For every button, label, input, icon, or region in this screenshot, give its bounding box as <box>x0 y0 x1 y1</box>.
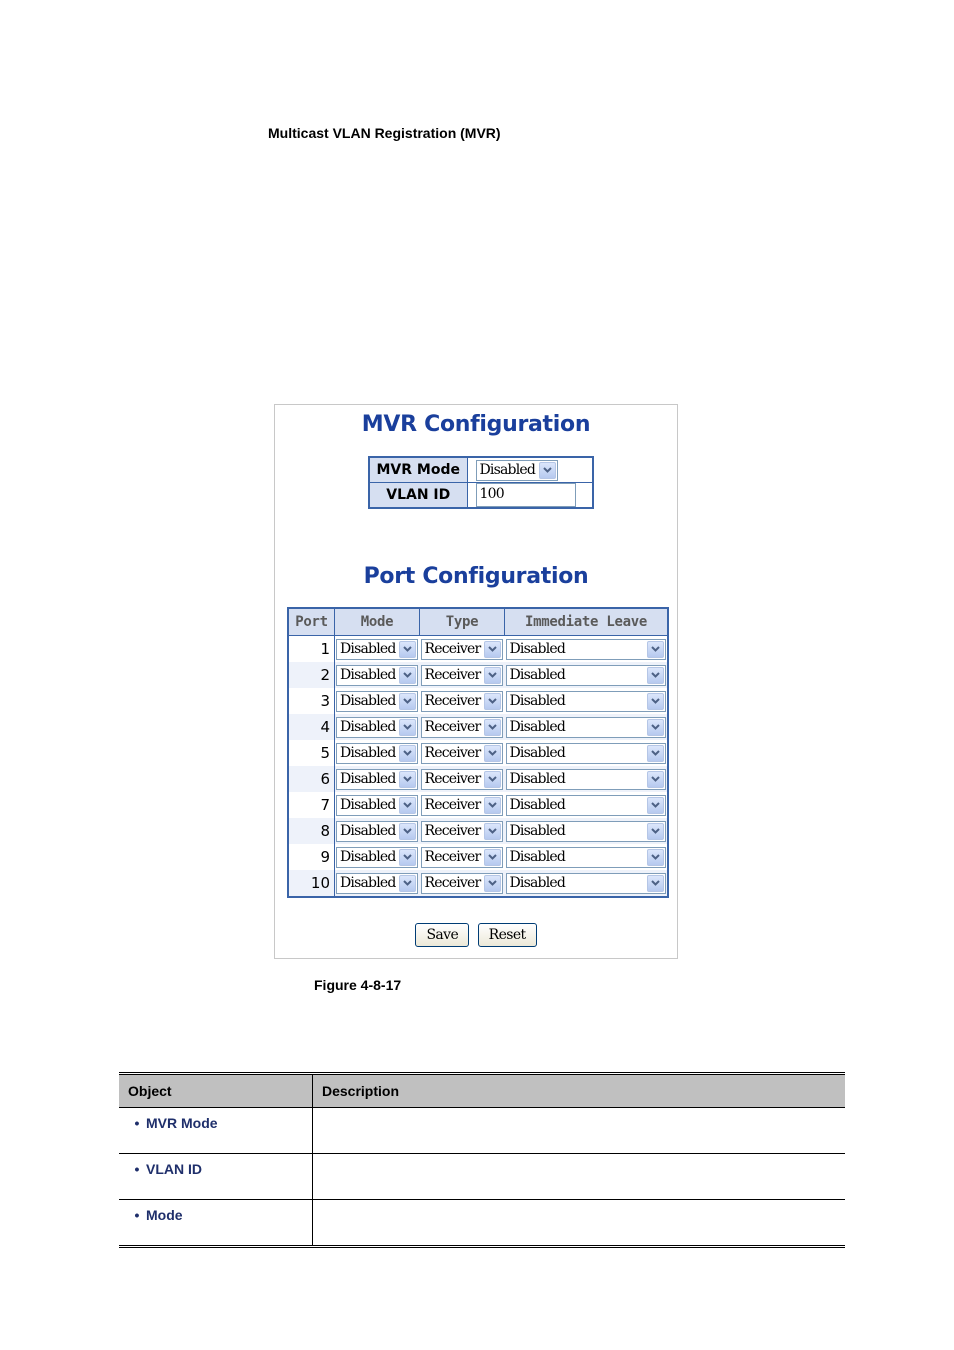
immediate-leave-select[interactable] <box>506 873 666 894</box>
type-select-value: Receiver <box>424 823 481 839</box>
port-number: 1 <box>288 636 335 663</box>
immediate-leave-select-value: Disabled <box>509 693 566 709</box>
table-row <box>288 636 668 663</box>
col-header-object: Object <box>119 1074 313 1108</box>
immediate-leave-select-value: Disabled <box>509 875 566 891</box>
port-number: 8 <box>288 818 335 844</box>
chevron-down-icon <box>484 693 501 710</box>
mode-select-value: Disabled <box>340 641 396 657</box>
chevron-down-icon <box>647 641 664 658</box>
type-select[interactable] <box>421 821 503 842</box>
chevron-down-icon <box>399 745 416 762</box>
chevron-down-icon <box>647 745 664 762</box>
chevron-down-icon <box>647 823 664 840</box>
chevron-down-icon <box>484 667 501 684</box>
port-config-title: Port Configuration <box>363 564 589 589</box>
chevron-down-icon <box>484 849 501 866</box>
vlan-id-label: VLAN ID <box>369 483 467 509</box>
mode-select[interactable] <box>336 873 418 894</box>
table-row <box>288 662 668 688</box>
mode-select-value: Disabled <box>340 823 396 839</box>
object-name: VLAN ID <box>146 1161 202 1177</box>
type-select[interactable] <box>421 847 503 868</box>
bullet-icon: • <box>134 1207 140 1223</box>
section-title: Multicast VLAN Registration (MVR) <box>268 125 501 141</box>
table-row <box>119 1200 845 1247</box>
port-number: 6 <box>288 766 335 792</box>
chevron-down-icon <box>484 745 501 762</box>
vlan-id-input[interactable]: 100 <box>476 483 576 507</box>
chevron-down-icon <box>484 875 501 892</box>
chevron-down-icon <box>399 693 416 710</box>
immediate-leave-select[interactable] <box>506 665 666 686</box>
mode-select[interactable] <box>336 665 418 686</box>
immediate-leave-select[interactable] <box>506 769 666 790</box>
chevron-down-icon <box>484 719 501 736</box>
port-number: 9 <box>288 844 335 870</box>
type-select[interactable] <box>421 717 503 738</box>
port-number: 2 <box>288 662 335 688</box>
type-select-value: Receiver <box>424 641 481 657</box>
mode-select-value: Disabled <box>340 693 396 709</box>
col-header-type: Type <box>420 608 505 636</box>
chevron-down-icon <box>647 771 664 788</box>
mode-select[interactable] <box>336 639 418 660</box>
reset-button[interactable]: Reset <box>478 923 537 947</box>
immediate-leave-select-value: Disabled <box>509 797 566 813</box>
chevron-down-icon <box>647 797 664 814</box>
table-row <box>288 766 668 792</box>
type-select-value: Receiver <box>424 693 481 709</box>
mode-select-value: Disabled <box>340 875 396 891</box>
col-header-immediate-leave: Immediate Leave <box>505 608 669 636</box>
object-description <box>313 1154 846 1200</box>
immediate-leave-select-value: Disabled <box>509 849 566 865</box>
port-number: 5 <box>288 740 335 766</box>
chevron-down-icon <box>647 875 664 892</box>
type-select-value: Receiver <box>424 667 481 683</box>
immediate-leave-select[interactable] <box>506 691 666 712</box>
bullet-icon: • <box>134 1161 140 1177</box>
mode-select-value: Disabled <box>340 667 396 683</box>
port-number: 7 <box>288 792 335 818</box>
chevron-down-icon <box>399 875 416 892</box>
mode-select[interactable] <box>336 743 418 764</box>
mode-select[interactable] <box>336 795 418 816</box>
col-header-port: Port <box>288 608 335 636</box>
col-header-description: Description <box>313 1074 846 1108</box>
type-select[interactable] <box>421 691 503 712</box>
immediate-leave-select[interactable] <box>506 795 666 816</box>
save-button[interactable]: Save <box>415 923 469 947</box>
immediate-leave-select-value: Disabled <box>509 771 566 787</box>
table-row <box>288 792 668 818</box>
table-row <box>288 818 668 844</box>
mvr-mode-label: MVR Mode <box>369 457 467 483</box>
chevron-down-icon <box>399 771 416 788</box>
type-select[interactable] <box>421 743 503 764</box>
mode-select-value: Disabled <box>340 797 396 813</box>
col-header-mode: Mode <box>335 608 420 636</box>
type-select[interactable] <box>421 873 503 894</box>
chevron-down-icon <box>484 797 501 814</box>
immediate-leave-select-value: Disabled <box>509 667 566 683</box>
object-description <box>313 1108 846 1154</box>
immediate-leave-select[interactable] <box>506 743 666 764</box>
chevron-down-icon <box>647 693 664 710</box>
table-row <box>288 844 668 870</box>
object-name: MVR Mode <box>146 1115 218 1131</box>
mode-select[interactable] <box>336 717 418 738</box>
type-select[interactable] <box>421 639 503 660</box>
chevron-down-icon <box>647 719 664 736</box>
mvr-mode-select[interactable] <box>476 460 558 481</box>
object-name: Mode <box>146 1207 183 1223</box>
port-number: 4 <box>288 714 335 740</box>
mode-select-value: Disabled <box>340 849 396 865</box>
type-select-value: Receiver <box>424 875 481 891</box>
chevron-down-icon <box>647 667 664 684</box>
mode-select-value: Disabled <box>340 771 396 787</box>
chevron-down-icon <box>484 823 501 840</box>
mvr-config-title: MVR Configuration <box>361 412 591 437</box>
type-select-value: Receiver <box>424 797 481 813</box>
immediate-leave-select-value: Disabled <box>509 823 566 839</box>
type-select-value: Receiver <box>424 849 481 865</box>
chevron-down-icon <box>539 462 556 479</box>
mvr-screenshot <box>274 404 678 959</box>
immediate-leave-select-value: Disabled <box>509 641 566 657</box>
chevron-down-icon <box>484 771 501 788</box>
chevron-down-icon <box>484 641 501 658</box>
type-select[interactable] <box>421 795 503 816</box>
immediate-leave-select[interactable] <box>506 821 666 842</box>
object-description <box>313 1200 846 1247</box>
chevron-down-icon <box>647 849 664 866</box>
table-row <box>119 1154 845 1200</box>
table-row <box>288 688 668 714</box>
chevron-down-icon <box>399 641 416 658</box>
chevron-down-icon <box>399 797 416 814</box>
button-row <box>275 923 677 947</box>
table-row <box>288 714 668 740</box>
port-number: 10 <box>288 870 335 897</box>
mode-select[interactable] <box>336 769 418 790</box>
mode-select-value: Disabled <box>340 745 396 761</box>
type-select[interactable] <box>421 769 503 790</box>
chevron-down-icon <box>399 823 416 840</box>
port-config-table <box>287 607 669 898</box>
table-row <box>288 740 668 766</box>
type-select-value: Receiver <box>424 719 481 735</box>
table-row <box>119 1108 845 1154</box>
mode-select[interactable] <box>336 821 418 842</box>
mode-select[interactable] <box>336 691 418 712</box>
immediate-leave-select[interactable] <box>506 639 666 660</box>
mode-select-value: Disabled <box>340 719 396 735</box>
mvr-mode-value: Disabled <box>479 462 536 478</box>
type-select[interactable] <box>421 665 503 686</box>
chevron-down-icon <box>399 849 416 866</box>
mode-select[interactable] <box>336 847 418 868</box>
port-number: 3 <box>288 688 335 714</box>
immediate-leave-select[interactable] <box>506 847 666 868</box>
object-description-table <box>119 1072 845 1248</box>
immediate-leave-select-value: Disabled <box>509 745 566 761</box>
chevron-down-icon <box>399 719 416 736</box>
table-row <box>288 870 668 897</box>
immediate-leave-select[interactable] <box>506 717 666 738</box>
type-select-value: Receiver <box>424 771 481 787</box>
bullet-icon: • <box>134 1115 140 1131</box>
chevron-down-icon <box>399 667 416 684</box>
immediate-leave-select-value: Disabled <box>509 719 566 735</box>
type-select-value: Receiver <box>424 745 481 761</box>
mvr-settings-table <box>368 456 594 509</box>
figure-caption: Figure 4-8-17 <box>314 977 402 993</box>
